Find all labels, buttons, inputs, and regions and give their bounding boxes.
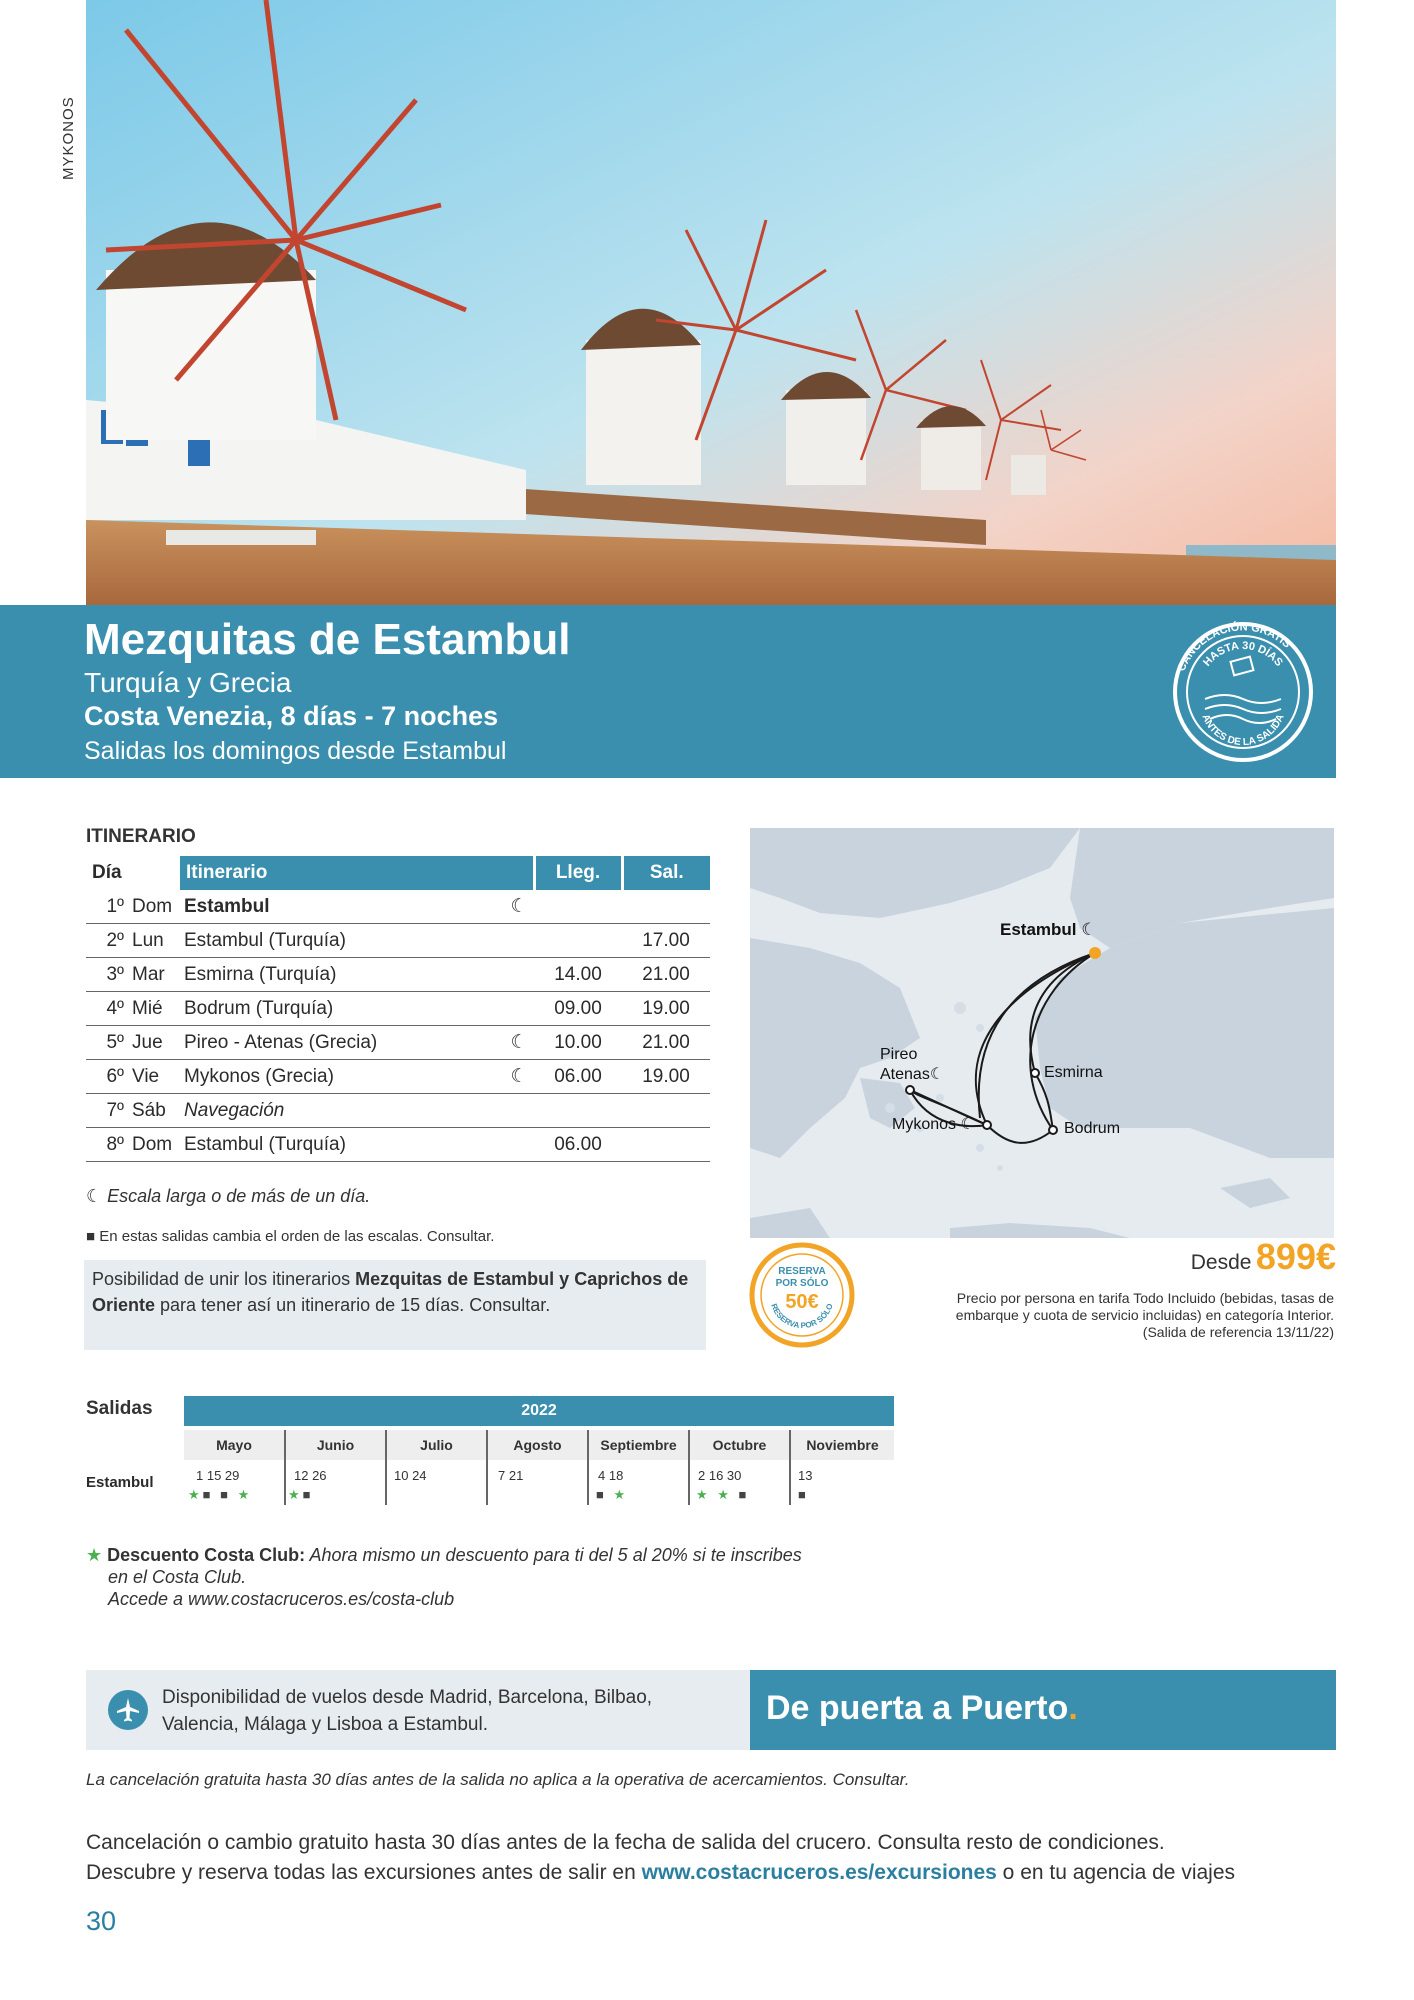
- month-dates: 13: [798, 1468, 813, 1483]
- row-day: Vie: [128, 1060, 180, 1094]
- column-divider: [284, 1430, 286, 1505]
- row-day: Dom: [128, 1128, 180, 1162]
- row-num: 6º: [86, 1060, 128, 1094]
- row-port: Esmirna (Turquía): [180, 958, 504, 992]
- column-divider: [688, 1430, 690, 1505]
- month-header: Mayo: [184, 1430, 284, 1460]
- month-header: Agosto: [488, 1430, 587, 1460]
- row-departure: 21.00: [622, 958, 710, 992]
- row-arrival: 06.00: [534, 1128, 622, 1162]
- row-arrival: 06.00: [534, 1060, 622, 1094]
- row-day: Lun: [128, 924, 180, 958]
- row-port: Navegación: [180, 1094, 504, 1128]
- row-port: Mykonos (Grecia): [180, 1060, 504, 1094]
- airplane-icon: [108, 1690, 148, 1730]
- month-dates: 12 26: [294, 1468, 327, 1483]
- row-port: Estambul (Turquía): [180, 1128, 504, 1162]
- header-day: Día: [92, 862, 122, 883]
- moon-icon: [504, 958, 534, 992]
- itinerary-row: [86, 890, 710, 924]
- itinerary-row: [86, 1094, 710, 1128]
- month-marks: ★ ★ ■: [696, 1487, 750, 1502]
- row-departure: [622, 1094, 710, 1128]
- itinerary-table: [86, 856, 710, 1162]
- door-to-port-slogan: De puerta a Puerto.: [750, 1670, 1336, 1750]
- map-label-estambul: Estambul ☾: [1000, 920, 1097, 939]
- route-map: [750, 828, 1334, 1238]
- trip-countries: Turquía y Grecia: [84, 667, 292, 698]
- itinerary-row: [86, 924, 710, 958]
- month-header: Octubre: [690, 1430, 789, 1460]
- map-label-pireo: Pireo: [880, 1046, 918, 1063]
- price-from-label: Desde: [1190, 1251, 1252, 1274]
- month-header: Septiembre: [589, 1430, 688, 1460]
- flights-text: Disponibilidad de vuelos desde Madrid, Barcelona, Bilbao, Valencia, Málaga y Lisboa a Estambul.: [162, 1687, 653, 1735]
- departures-year: 2022: [184, 1396, 894, 1426]
- row-num: 2º: [86, 924, 128, 958]
- excursions-link[interactable]: www.costacruceros.es/excursiones: [641, 1861, 997, 1884]
- trip-title: Mezquitas de Estambul: [84, 615, 571, 664]
- row-departure: 17.00: [622, 924, 710, 958]
- moon-icon: ☾: [504, 1060, 534, 1094]
- row-day: Jue: [128, 1026, 180, 1060]
- row-num: 1º: [86, 890, 128, 924]
- row-day: Sáb: [128, 1094, 180, 1128]
- row-departure: 19.00: [622, 1060, 710, 1094]
- itinerary-row: [86, 1060, 710, 1094]
- footer-text: Cancelación o cambio gratuito hasta 30 días antes de la fecha de salida del crucero. Consulta resto de condiciones. Descubre y reserva todas las excursiones antes de salir en www.costacruceros.es/excursiones o en tu agencia de viajes: [86, 1831, 1236, 1884]
- stamp-middle-text: CANCELACIÓN GRATIS: [1175, 621, 1293, 674]
- star-icon: ★: [86, 1545, 108, 1565]
- month-dates: 7 21: [498, 1468, 524, 1483]
- departures-title: Salidas: [86, 1398, 153, 1419]
- departure-port: Estambul: [86, 1474, 154, 1491]
- moon-icon: [504, 992, 534, 1026]
- price-note: Precio por persona en tarifa Todo Incluido (bebidas, tasas de embarque y cuota de servicio incluidas) en categoría Interior. (Salida de referencia 13/11/22): [955, 1290, 1334, 1340]
- month-marks: ★■ ■ ★: [188, 1487, 253, 1502]
- badge-bottom: RESERVA POR SÓLO: [769, 1302, 835, 1331]
- badge-top: RESERVA: [778, 1266, 826, 1277]
- row-arrival: [534, 924, 622, 958]
- combine-itineraries-note: Posibilidad de unir los itinerarios Mezquitas de Estambul y Caprichos de Oriente para tener así un itinerario de 15 días. Consultar.: [84, 1260, 706, 1350]
- map-label-atenas: Atenas☾: [880, 1066, 945, 1083]
- row-num: 4º: [86, 992, 128, 1026]
- badge-mid: POR SÓLO: [775, 1278, 829, 1289]
- month-marks: ★■: [288, 1487, 314, 1502]
- itinerary-section-title: ITINERARIO: [86, 826, 196, 847]
- costa-club-discount: ★ Descuento Costa Club: Ahora mismo un descuento para ti del 5 al 20% si te inscribes en el Costa Club. Accede a www.costacruceros.es/costa-club: [86, 1545, 802, 1609]
- title-band: [0, 605, 1336, 778]
- row-port: Estambul: [180, 890, 504, 924]
- row-arrival: [534, 1094, 622, 1128]
- month-header: Julio: [387, 1430, 486, 1460]
- map-label-esmirna: Esmirna: [1044, 1064, 1103, 1081]
- month-marks: ■ ★: [596, 1487, 629, 1502]
- square-icon: ■: [86, 1228, 100, 1245]
- itinerary-row: [86, 1128, 710, 1162]
- month-marks: ■: [798, 1487, 809, 1502]
- row-departure: [622, 890, 710, 924]
- stamp-bottom-text: ANTES DE LA SALIDA: [1199, 712, 1287, 749]
- row-day: Mié: [128, 992, 180, 1026]
- order-change-note: ■ En estas salidas cambia el orden de las escalas. Consultar.: [86, 1228, 495, 1245]
- row-num: 5º: [86, 1026, 128, 1060]
- price-amount: 899€: [1255, 1236, 1336, 1277]
- column-divider: [385, 1430, 387, 1505]
- row-num: 8º: [86, 1128, 128, 1162]
- row-departure: 21.00: [622, 1026, 710, 1060]
- row-day: Dom: [128, 890, 180, 924]
- price-from: [1040, 1236, 1336, 1278]
- free-cancellation-stamp: [1170, 619, 1316, 765]
- departures-months: [184, 1430, 894, 1460]
- row-departure: [622, 1128, 710, 1162]
- column-divider: [587, 1430, 589, 1505]
- row-port: Bodrum (Turquía): [180, 992, 504, 1026]
- itinerary-row: [86, 1026, 710, 1060]
- row-arrival: 09.00: [534, 992, 622, 1026]
- month-header: Junio: [286, 1430, 385, 1460]
- itinerary-row: [86, 958, 710, 992]
- moon-icon: [504, 1094, 534, 1128]
- page-number: 30: [86, 1906, 117, 1936]
- stamp-top-text: HASTA 30 DÍAS: [1201, 639, 1285, 669]
- month-dates: 10 24: [394, 1468, 427, 1483]
- moon-icon: [504, 924, 534, 958]
- map-label-mykonos: Mykonos ☾: [892, 1116, 975, 1133]
- row-arrival: [534, 890, 622, 924]
- moon-icon: ☾: [86, 1186, 108, 1206]
- moon-icon: [504, 1128, 534, 1162]
- month-dates: 1 15 29: [196, 1468, 240, 1483]
- row-num: 3º: [86, 958, 128, 992]
- row-arrival: 14.00: [534, 958, 622, 992]
- header-departure: Sal.: [622, 856, 710, 890]
- row-arrival: 10.00: [534, 1026, 622, 1060]
- month-dates: 4 18: [598, 1468, 624, 1483]
- moon-note: ☾ Escala larga o de más de un día.: [86, 1186, 371, 1206]
- month-dates: 2 16 30: [698, 1468, 742, 1483]
- itinerary-header-row: [86, 856, 710, 890]
- row-day: Mar: [128, 958, 180, 992]
- badge-amount: 50€: [785, 1291, 819, 1313]
- map-label-bodrum: Bodrum: [1064, 1120, 1121, 1137]
- header-arrival: Lleg.: [534, 856, 622, 890]
- departure-info: Salidas los domingos desde Estambul: [84, 737, 507, 765]
- row-num: 7º: [86, 1094, 128, 1128]
- flights-availability: [86, 1670, 750, 1750]
- header-itinerary: Itinerario: [180, 856, 534, 890]
- hero-image: [86, 0, 1336, 605]
- ship-duration: Costa Venezia, 8 días - 7 noches: [84, 701, 499, 731]
- moon-icon: ☾: [504, 1026, 534, 1060]
- cancellation-note: La cancelación gratuita hasta 30 días antes de la salida no aplica a la operativa de acercamientos. Consultar.: [86, 1770, 910, 1789]
- moon-icon: ☾: [504, 890, 534, 924]
- row-port: Estambul (Turquía): [180, 924, 504, 958]
- row-departure: 19.00: [622, 992, 710, 1026]
- side-label: MYKONOS: [60, 96, 77, 180]
- itinerary-row: [86, 992, 710, 1026]
- month-header: Noviembre: [791, 1430, 894, 1460]
- row-port: Pireo - Atenas (Grecia): [180, 1026, 504, 1060]
- column-divider: [486, 1430, 488, 1505]
- column-divider: [789, 1430, 791, 1505]
- deposit-badge: [749, 1242, 855, 1348]
